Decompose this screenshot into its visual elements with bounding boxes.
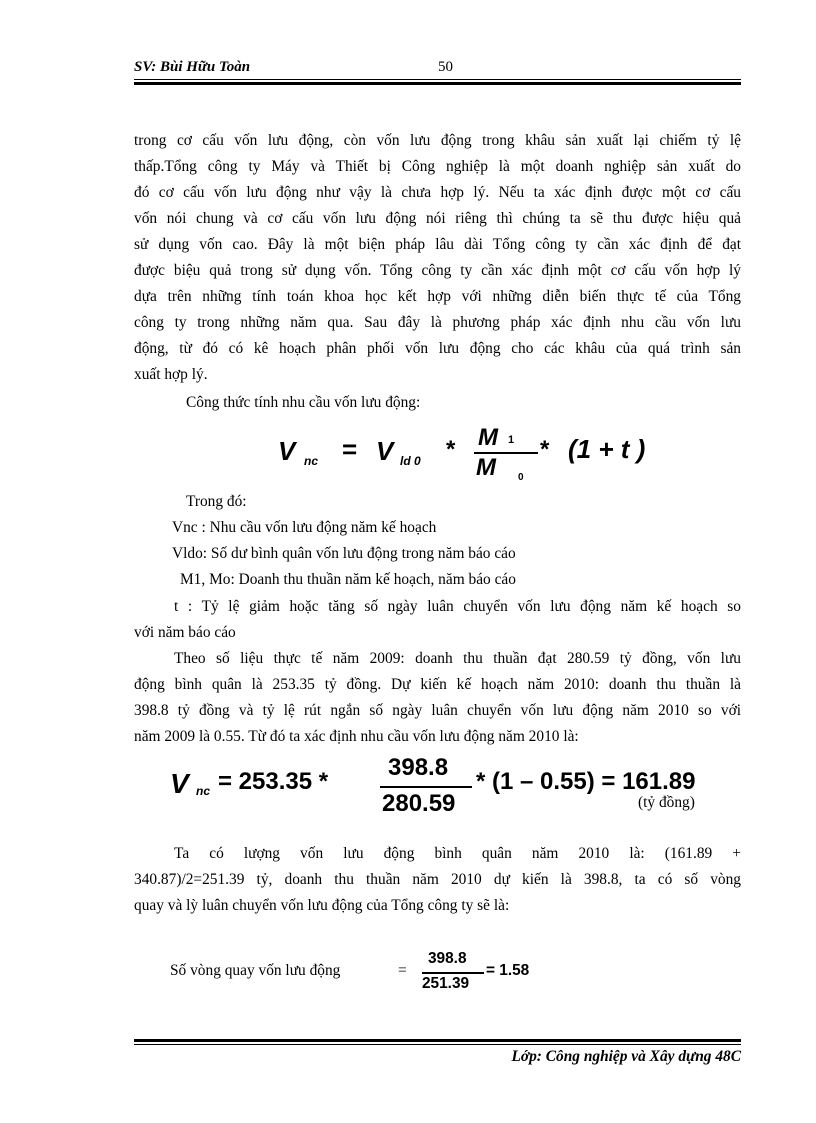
working-capital-formula	[278, 426, 678, 488]
formula2-lhs-sub: nc	[196, 784, 211, 798]
formula1-term1-sub: ld 0	[400, 454, 421, 468]
calculation-formula	[170, 754, 750, 840]
text-line: Ta có lượng vốn lưu động bình quân năm 2010 là: (161.89 +	[174, 845, 741, 862]
footer-rule-thick	[134, 1039, 741, 1042]
formula1-numerator-sub: 1	[508, 434, 515, 446]
page-number: 50	[438, 59, 453, 75]
definition-t	[134, 594, 741, 646]
formula1-times2: *	[540, 436, 550, 463]
formula2-fraction-bar	[380, 786, 472, 788]
text-line: đó cơ cấu vốn lưu động như vậy là chưa hợp lý. Nếu ta xác định được một cơ cấu	[134, 184, 741, 201]
formula-intro: Công thức tính nhu cầu vốn lưu động:	[186, 394, 421, 411]
formula2-lhs: V	[170, 768, 189, 799]
formula1-denominator-sub: 0	[518, 472, 524, 483]
text-line: Theo số liệu thực tế năm 2009: doanh thu thuần đạt 280.59 tỷ đồng, vốn lưu	[174, 650, 741, 667]
definition-vnc: Vnc : Nhu cầu vốn lưu động năm kế hoạch	[172, 519, 437, 536]
formula3-numerator: 398.8	[428, 950, 467, 967]
formula2-unit: (tỷ đồng)	[638, 794, 695, 811]
footer-rule-thin	[134, 1044, 741, 1045]
header-rule-thick	[134, 82, 741, 85]
formula1-times: *	[446, 436, 456, 463]
formula3-equals: =	[398, 962, 407, 979]
formula1-term1: V	[376, 436, 394, 466]
definitions-title: Trong đó:	[186, 493, 247, 510]
formula1-denominator: M	[476, 454, 496, 481]
formula1-numerator: M	[478, 424, 498, 451]
text-line: với năm báo cáo	[134, 624, 236, 641]
formula2-tail: * (1 – 0.55) = 161.89	[476, 768, 696, 795]
formula1-equals: =	[342, 434, 358, 464]
text-line: xuất hợp lý.	[134, 366, 208, 383]
paragraph-2009-data	[134, 646, 741, 750]
text-line: sử dụng vốn cao. Đây là một biện pháp lâu dài Tổng công ty cần xác định để đạt	[134, 236, 741, 253]
text-line: được biệu quả trong sử dụng vốn. Tổng công ty cần xác định một cơ cấu vốn hợp lý	[134, 262, 741, 279]
text-line: t : Tỷ lệ giảm hoặc tăng số ngày luân chuyển vốn lưu động năm kế hoạch so	[174, 598, 741, 615]
paragraph-capital-structure	[134, 128, 741, 388]
formula1-lhs: V	[278, 436, 296, 466]
paragraph-average-capital	[134, 841, 741, 919]
text-line: 340.87)/2=251.39 tỷ, doanh thu thuần năm 2010 dự kiến là 398.8, ta có số vòng	[134, 871, 741, 888]
footer-class-name: Lớp: Công nghiệp và Xây dựng 48C	[511, 1048, 741, 1065]
formula2-expr: = 253.35 *	[218, 768, 329, 795]
formula3-denominator: 251.39	[422, 975, 470, 992]
text-line: 398.8 tỷ đồng và tỷ lệ rút ngắn số ngày luân chuyển vốn lưu động năm 2010 so với	[134, 702, 741, 719]
definition-m: M1, Mo: Doanh thu thuần năm kế hoạch, năm báo cáo	[180, 571, 516, 588]
author-name: SV: Bùi Hữu Toàn	[134, 59, 251, 75]
text-line: công ty trong những năm qua. Sau đây là phương pháp xác định nhu cầu vốn lưu	[134, 314, 741, 331]
text-line: động, từ đó có kê hoạch phân phối vốn lưu động cho các khâu của quá trình sản	[134, 340, 741, 357]
text-line: dựa trên những tính toán khoa học kết hợp với những diễn biến thực tế của Tổng	[134, 288, 741, 305]
formula2-numerator: 398.8	[388, 754, 449, 781]
formula3-result: = 1.58	[486, 962, 530, 979]
text-line: vốn nói chung và cơ cấu vốn lưu động nói riêng thì chúng ta sẽ thu được hiệu quả	[134, 210, 741, 227]
definition-vldo: Vldo: Số dư bình quân vốn lưu động trong năm báo cáo	[172, 545, 516, 562]
page-header	[134, 59, 741, 79]
formula1-tail: (1 + t )	[568, 434, 646, 464]
formula2-denominator: 280.59	[382, 790, 456, 817]
formula3-fraction-bar	[422, 972, 484, 974]
text-line: trong cơ cấu vốn lưu động, còn vốn lưu động trong khâu sản xuất lại chiếm tỷ lệ	[134, 132, 741, 149]
formula1-lhs-sub: nc	[304, 454, 319, 468]
text-line: động bình quân là 253.35 tỷ đồng. Dự kiến kế hoạch năm 2010: doanh thu thuần là	[134, 676, 741, 693]
text-line: quay và lỳ luân chuyển vốn lưu động của Tổng công ty sẽ là:	[134, 897, 510, 914]
header-rule-thin	[134, 79, 741, 80]
text-line: năm 2009 là 0.55. Từ đó ta xác định nhu cầu vốn lưu động năm 2010 là:	[134, 728, 579, 745]
formula3-label: Số vòng quay vốn lưu động	[170, 962, 341, 979]
turnover-formula	[170, 950, 570, 998]
text-line: thấp.Tổng công ty Máy và Thiết bị Công nghiệp là một doanh nghiệp sản xuất do	[134, 158, 741, 175]
